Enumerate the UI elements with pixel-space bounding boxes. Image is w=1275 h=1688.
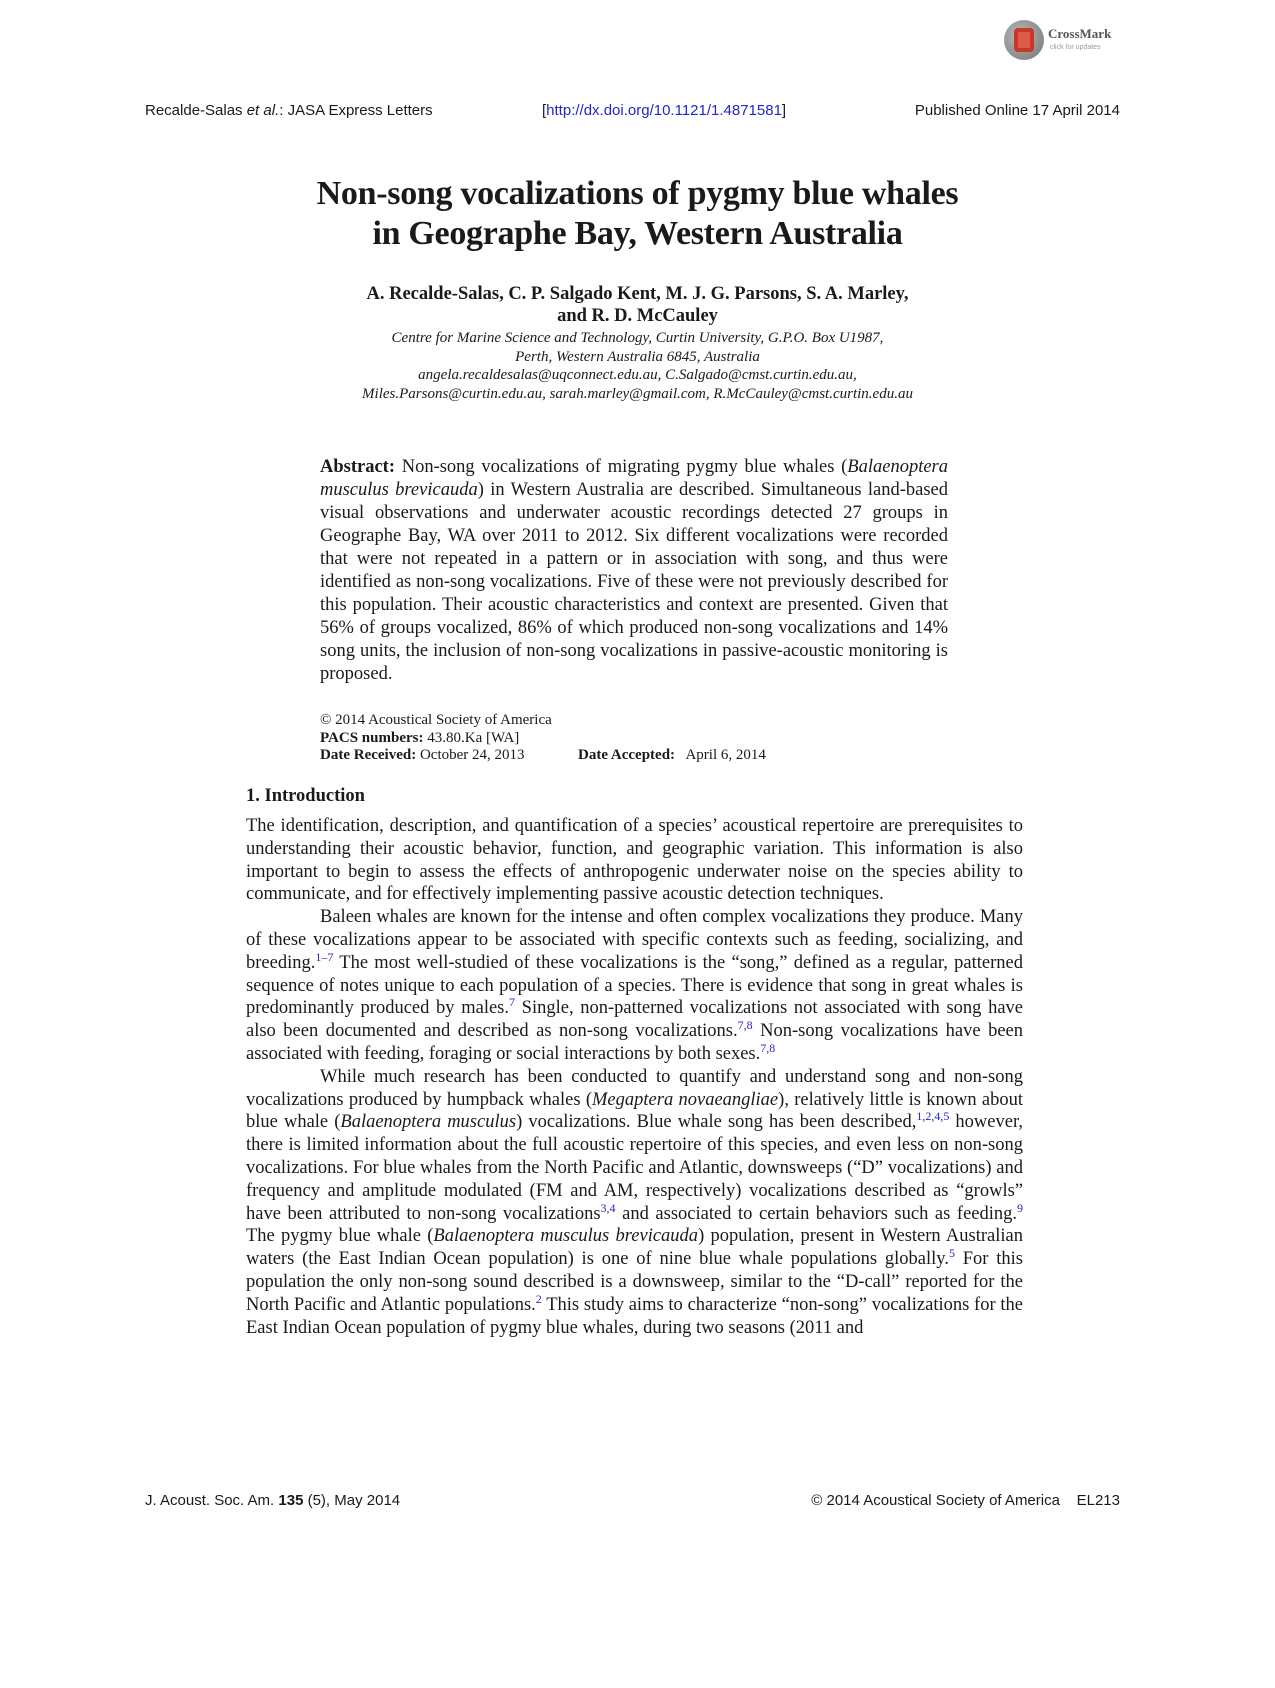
paragraph: While much research has been conducted to quantify and understand song and non-song vocalizations produced by humpback whales (Megaptera novaeangliae), relatively little is known about blue whale (Balaenoptera musculus) vocalizations. Blue whale song has been described,$^{1,2,4,5}$ however, there is limited information about the full acoustic repertoire of this species, and even less on non-song vocalizations. For blue whales from the North Pacific and Atlantic, downsweeps (“D” vocalizations) and frequency and amplitude modulated (FM and AM, respectively) vocalizations described as “growls” have been attributed to non-song vocalizations$^{3,4}$ and associated to certain behaviors such as feeding.$^9$ The pygmy blue whale (Balaenoptera musculus brevicauda) population, present in Western Australian waters (the East Indian Ocean population) is one of nine blue whale populations globally.$^5$ For this population the only non-song sound described is a downsweep, similar to the “D-call” reported for the North Pacific and Atlantic populations.$^2$ This study aims to characterize “non-song” vocalizations for the East Indian Ocean population of pygmy blue whales, during two seasons (2011 and — [246, 1066, 1024, 1338]
paper-title: Non-song vocalizations of pygmy blue whales in Geographe Bay, Western Australia — [316, 175, 959, 252]
affiliation: Centre for Marine Science and Technology, Curtin University, G.P.O. Box U1987, Perth, Western Australia 6845, Australia angela.recaldesalas@uqconnect.edu.au, C.Salgado@cmst.curtin.edu.au, Miles.Parsons@curtin.edu.au, sarah.marley@gmail.com, R.McCauley@cmst.curtin.edu.au — [0, 329, 1275, 403]
author-emails: Miles.Parsons@curtin.edu.au, sarah.marley@gmail.com, R.McCauley@cmst.curtin.edu.au — [362, 385, 913, 402]
citation-link[interactable]: 7 — [509, 995, 515, 1010]
copyright-line: © 2014 Acoustical Society of America — [320, 712, 552, 728]
published-date: Published Online 17 April 2014 — [914, 102, 1120, 119]
abstract: Abstract: Non-song vocalizations of migrating pygmy blue whales (Balaenoptera musculus brevicauda) in Western Australia are described. Simultaneous land-based visual observations and underwater acoustic recordings detected 27 groups in Geographe Bay, WA over 2011 to 2012. Six different vocalizations were recorded that were not repeated in a pattern or in association with song, and thus were identified as non-song vocalizations. Five of these were not previously described for this population. Their acoustic characteristics and context are presented. Given that 56% of groups vocalized, 86% of which produced non-song vocalizations and 14% song units, the inclusion of non-song vocalizations in passive-acoustic monitoring is proposed. — [320, 457, 948, 684]
paragraph: Baleen whales are known for the intense and often complex vocalizations they produce. Many of these vocalizations appear to be associated with specific contexts such as feeding, socializing, and breeding.$^{1-7}$ The most well-studied of these vocalizations is the “song,” defined as a regular, patterned sequence of notes unique to each population of a species. There is evidence that song in great whales is predominantly produced by males.$^7$ Single, non-patterned vocalizations not associated with song have also been documented and described as non-song vocalizations.$^{7,8}$ Non-song vocalizations have been associated with feeding, foraging or social interactions by both sexes.$^{7,8}$ — [246, 907, 1024, 1064]
citation-link[interactable]: 2 — [535, 1291, 542, 1306]
crossmark-sublabel: click for updates — [1050, 44, 1101, 51]
copyright-page-footer: © 2014 Acoustical Society of America EL213 — [811, 1492, 1120, 1509]
citation-link[interactable]: 7,8 — [737, 1018, 753, 1033]
author-emails: angela.recaldesalas@uqconnect.edu.au, C.Salgado@cmst.curtin.edu.au, — [418, 367, 857, 383]
crossmark-badge[interactable] — [1004, 20, 1116, 62]
article-metadata — [320, 712, 948, 765]
abstract-label: Abstract: — [320, 457, 396, 477]
crossmark-label: CrossMark — [1048, 26, 1112, 41]
section-heading: 1. Introduction — [246, 786, 365, 806]
citation-link[interactable]: 7,8 — [760, 1040, 776, 1055]
citation-link[interactable]: 1,2,4,5 — [916, 1109, 950, 1124]
doi-link[interactable]: http://dx.doi.org/10.1121/1.4871581 — [546, 102, 782, 119]
citation-link[interactable]: 5 — [948, 1245, 955, 1260]
citation-link[interactable]: 9 — [1017, 1200, 1024, 1215]
paragraph: The identification, description, and quantification of a species’ acoustical repertoire are prerequisites to understanding their acoustic behavior, function, and geographic variation. This information is also important to begin to assess the effects of anthropogenic underwater noise on the species ability to communicate, and for effectively implementing passive acoustic detection techniques. — [246, 816, 1023, 905]
citation-link[interactable]: 1–7 — [315, 949, 334, 964]
author-list: A. Recalde-Salas, C. P. Salgado Kent, M. J. G. Parsons, S. A. Marley, and R. D. McCauley — [366, 284, 909, 326]
dates-line: Date Received: October 24, 2013 Date Accepted: April 6, 2014 — [320, 747, 766, 763]
journal-citation-footer: J. Acoust. Soc. Am. 135 (5), May 2014 — [145, 1492, 401, 1509]
pacs-line: PACS numbers: 43.80.Ka [WA] — [320, 729, 520, 746]
crossmark-bookmark-highlight — [1018, 32, 1030, 48]
doi-header: [http://dx.doi.org/10.1121/1.4871581] — [542, 102, 787, 119]
body-text — [246, 815, 1023, 1339]
running-header-left: Recalde-Salas et al.: JASA Express Letters — [145, 102, 433, 119]
citation-link[interactable]: 3,4 — [600, 1200, 616, 1215]
